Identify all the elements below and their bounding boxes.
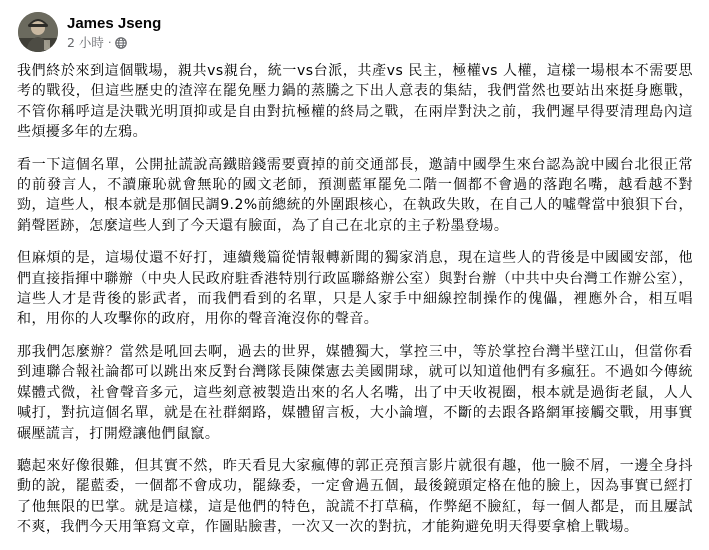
avatar[interactable]	[18, 12, 58, 52]
post-paragraph: 但麻煩的是，這場仗還不好打，連續幾篇從情報轉新聞的獨家消息，現在這些人的背後是中國國安部，他們直接指揮中聯辦（中央人民政府駐香港特別行政區聯絡辦公室）與對台辦（中共中央台灣工作辦公室），這些人才是背後的影武者，而我們看到的名單，只是人家手中細線控制操作的傀儡，裡應外合，相互唱和，用你的人攻擊你的政府，用你的聲音淹沒你的聲音。	[17, 250, 693, 328]
globe-icon[interactable]	[115, 36, 127, 48]
post-paragraph: 聽起來好像很難，但其實不然，昨天看見大家瘋傳的郭正亮預言影片就很有趣，他一臉不屑，一邊全身抖動的說，罷藍委，一個都不會成功，罷綠委，一定會過五個，最後鏡頭定格在他的臉上，因為事實已經打了他無限的巴掌。就是這樣，這是他們的特色，說謊不打草稿，作弊絕不臉紅，每一個人都是，而且屢試不爽，我們今天用筆寫文章，作圖貼臉書，一次又一次的對抗，才能夠避免明天得要拿槍上戰場。	[17, 457, 693, 536]
post-header	[18, 10, 161, 54]
post-meta	[67, 34, 161, 51]
post-paragraph: 那我們怎麼辦？當然是吼回去啊，過去的世界，媒體獨大，掌控三中，等於掌控台灣半壁江山，但當你看到連聯合報社論都可以跳出來反對台灣隊長陳傑憲去美國開球，就可以知道他們有多瘋狂。不過如今傳統媒體式微，社會聲音多元，這些刻意被製造出來的名人名嘴，出了中天收視圈，根本就是過街老鼠，人人喊打，對抗這個名單，就是在社群網路，媒體留言板，大小論壇，不斷的去跟各路網軍接觸交戰，用事實碾壓謊言，打開燈讓他們鼠竄。	[17, 343, 693, 442]
post-paragraph: 看一下這個名單，公開扯謊說高鐵賠錢需要賣掉的前交通部長，邀請中國學生來台認為說中國台北很正常的前發言人，不讀廉恥就會無恥的國文老師，預測藍軍罷免二階一個都不會過的落跑名嘴，越看越不對勁，這些人，根本就是那個民調9.2%前總統的外圍跟核心，在執政失敗，在自己人的噓聲當中狼狽下台，銷聲匿跡，怎麼這些人到了今天還有臉面，為了自己在北京的主子粉墨登場。	[17, 156, 693, 234]
post-paragraph: 我們終於來到這個戰場，親共vs親台，統一vs台派，共產vs 民主，極權vs 人權，這樣一場根本不需要思考的戰役，但這些歷史的渣滓在罷免壓力鍋的蒸騰之下出人意表的集結，我們當然也要站出來挺身應戰，不管你稱呼這是決戰光明頂抑或是自由對抗極權的終局之戰，在兩岸對決之前，我們遲早得要清理島內這些煩擾多年的左鴉。	[17, 63, 693, 141]
avatar-photo-icon	[18, 12, 58, 52]
post-timestamp-link[interactable]: 2 小時	[67, 34, 104, 50]
post-body	[17, 61, 693, 550]
author-name-link[interactable]: James Jseng	[67, 14, 162, 32]
header-text	[67, 14, 161, 51]
meta-separator: ·	[107, 35, 112, 49]
